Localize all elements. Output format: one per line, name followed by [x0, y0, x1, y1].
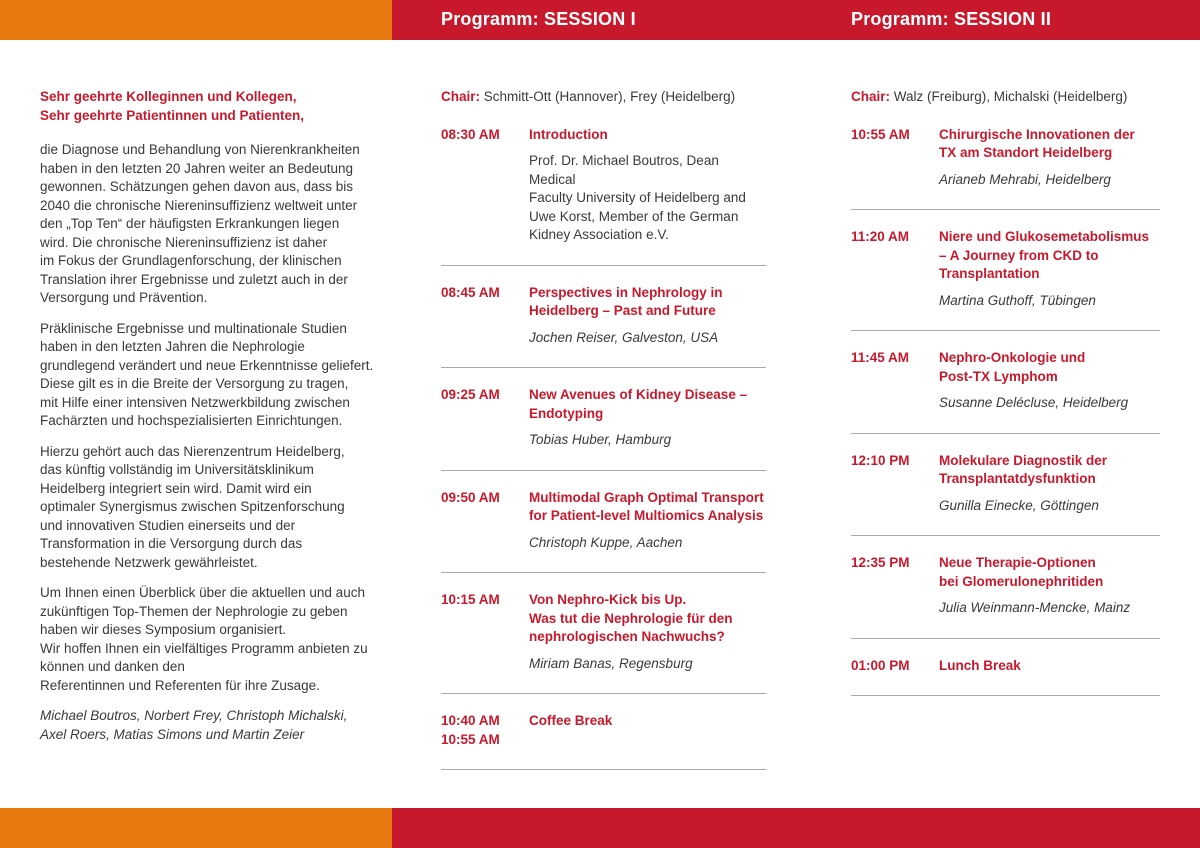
- program-item: [851, 349, 1160, 434]
- item-time: 10:40 AM 10:55 AM: [441, 713, 500, 747]
- program-item: [851, 452, 1160, 537]
- item-time: 10:15 AM: [441, 592, 500, 607]
- item-speaker: Miriam Banas, Regensburg: [529, 655, 693, 671]
- program-item: [441, 284, 766, 369]
- session1-program: [441, 88, 766, 788]
- intro-paragraph-4: Um Ihnen einen Überblick über die aktuellen und auch zukünftigen Top-Themen der Nephrologie zu geben haben wir dieses Symposium organisiert. Wir hoffen Ihnen ein vielfältiges Programm anbieten zu können und danken den Referentinnen und Referenten für ihre Zusage.: [40, 585, 368, 693]
- item-title: Niere und Glukosemetabolismus – A Journey from CKD to Transplantation: [939, 229, 1150, 281]
- chair-label: Chair:: [441, 89, 481, 104]
- session2-chair: [851, 88, 1160, 107]
- session1-title: Programm: SESSION I: [441, 9, 636, 29]
- item-time: 10:55 AM: [851, 126, 910, 142]
- intro-paragraph-2: Präklinische Ergebnisse und multinationale Studien haben in den letzten Jahren die Nephrologie grundlegend verändert und neue Erkenntnisse geliefert. Diese gilt es in die Breite der Versorgung zu tragen, mit Hilfe einer intensiven Netzwerkbildung zwischen Fachärzten und hochspezialisierten Einrichtungen.: [40, 320, 374, 428]
- item-speaker: Julia Weinmann-Mencke, Mainz: [939, 600, 1131, 615]
- bottom-orange-bar: [0, 808, 392, 848]
- salutation-line-1: Sehr geehrte Kolleginnen und Kollegen,: [40, 89, 297, 104]
- item-time: 09:50 AM: [441, 489, 500, 505]
- item-title: Coffee Break: [529, 713, 613, 728]
- item-title: Von Nephro-Kick bis Up. Was tut die Nephrologie für den nephrologischen Nachwuchs?: [529, 592, 733, 644]
- program-item: [851, 554, 1160, 639]
- item-speaker: Jochen Reiser, Galveston, USA: [529, 329, 719, 345]
- program-item: [441, 591, 766, 694]
- item-title: Nephro-Onkologie und Post-TX Lymphom: [939, 350, 1086, 384]
- item-description: Prof. Dr. Michael Boutros, Dean Medical Faculty University of Heidelberg and Uwe Korst, Member of the German Kidney Association e.V.: [529, 153, 746, 242]
- chair-label: Chair:: [851, 89, 891, 104]
- item-title: Multimodal Graph Optimal Transport for Patient-level Multiomics Analysis: [529, 489, 764, 523]
- program-item-break: [441, 712, 766, 770]
- session1-chair: [441, 88, 766, 107]
- item-time: 11:45 AM: [851, 350, 910, 365]
- bottom-red-bar: [392, 808, 1200, 848]
- item-speaker: Arianeb Mehrabi, Heidelberg: [939, 171, 1111, 187]
- signature: Michael Boutros, Norbert Frey, Christoph Michalski, Axel Roers, Matias Simons und Martin Zeier: [40, 708, 348, 742]
- item-title: New Avenues of Kidney Disease – Endotyping: [529, 387, 748, 421]
- item-time: 08:45 AM: [441, 284, 500, 300]
- item-title: Neue Therapie-Optionen bei Glomerulonephritiden: [939, 555, 1104, 589]
- program-item-break: [851, 657, 1160, 697]
- item-time: 12:10 PM: [851, 452, 910, 468]
- intro-paragraph-1: die Diagnose und Behandlung von Nierenkrankheiten haben in den letzten 20 Jahren weiter an Bedeutung gewonnen. Schätzungen gehen davon aus, dass bis 2040 die chronische Niereninsuffizienz weltweit unter den „Top Ten“ der häufigsten Erkrankungen liegen wird. Die chronische Niereninsuffizienz ist daher im Fokus der Grundlagenforschung, der klinischen Translation ihrer Ergebnisse und zuletzt auch in der Versorgung und Prävention.: [40, 142, 360, 305]
- item-title: Introduction: [529, 126, 608, 142]
- item-time: 11:20 AM: [851, 229, 910, 244]
- session2-program: [851, 88, 1160, 714]
- chair-names: Walz (Freiburg), Michalski (Heidelberg): [893, 89, 1128, 104]
- item-speaker: Tobias Huber, Hamburg: [529, 432, 672, 447]
- item-time: 08:30 AM: [441, 126, 500, 142]
- chair-names: Schmitt-Ott (Hannover), Frey (Heidelberg): [483, 89, 736, 104]
- salutation-line-2: Sehr geehrte Patientinnen und Patienten,: [40, 107, 305, 123]
- item-time: 01:00 PM: [851, 657, 910, 673]
- salutation: [40, 88, 375, 125]
- session2-title: Programm: SESSION II: [851, 9, 1052, 29]
- program-item: [441, 126, 766, 266]
- item-speaker: Gunilla Einecke, Göttingen: [939, 497, 1099, 513]
- item-title: Molekulare Diagnostik der Transplantatdysfunktion: [939, 452, 1108, 486]
- item-title: Perspectives in Nephrology in Heidelberg – Past and Future: [529, 284, 723, 318]
- program-item: [441, 489, 766, 574]
- item-time: 09:25 AM: [441, 387, 500, 402]
- intro-letter: [40, 88, 375, 756]
- item-speaker: Martina Guthoff, Tübingen: [939, 292, 1096, 308]
- program-item: [441, 386, 766, 471]
- program-item: [851, 126, 1160, 211]
- top-orange-bar: [0, 0, 392, 40]
- program-item: [851, 228, 1160, 331]
- item-title: Chirurgische Innovationen der TX am Standort Heidelberg: [939, 126, 1135, 160]
- item-time: 12:35 PM: [851, 555, 910, 570]
- item-speaker: Christoph Kuppe, Aachen: [529, 534, 683, 550]
- intro-paragraph-3: Hierzu gehört auch das Nierenzentrum Heidelberg, das künftig vollständig im Universitätsklinikum Heidelberg integriert sein wird. Damit wird ein optimaler Synergismus zwischen Spitzenforschung und innovativen Studien einerseits und der Transformation in die Versorgung durch das bestehende Netzwerk gewährleistet.: [40, 443, 345, 570]
- item-title: Lunch Break: [939, 657, 1021, 673]
- item-speaker: Susanne Delécluse, Heidelberg: [939, 395, 1129, 410]
